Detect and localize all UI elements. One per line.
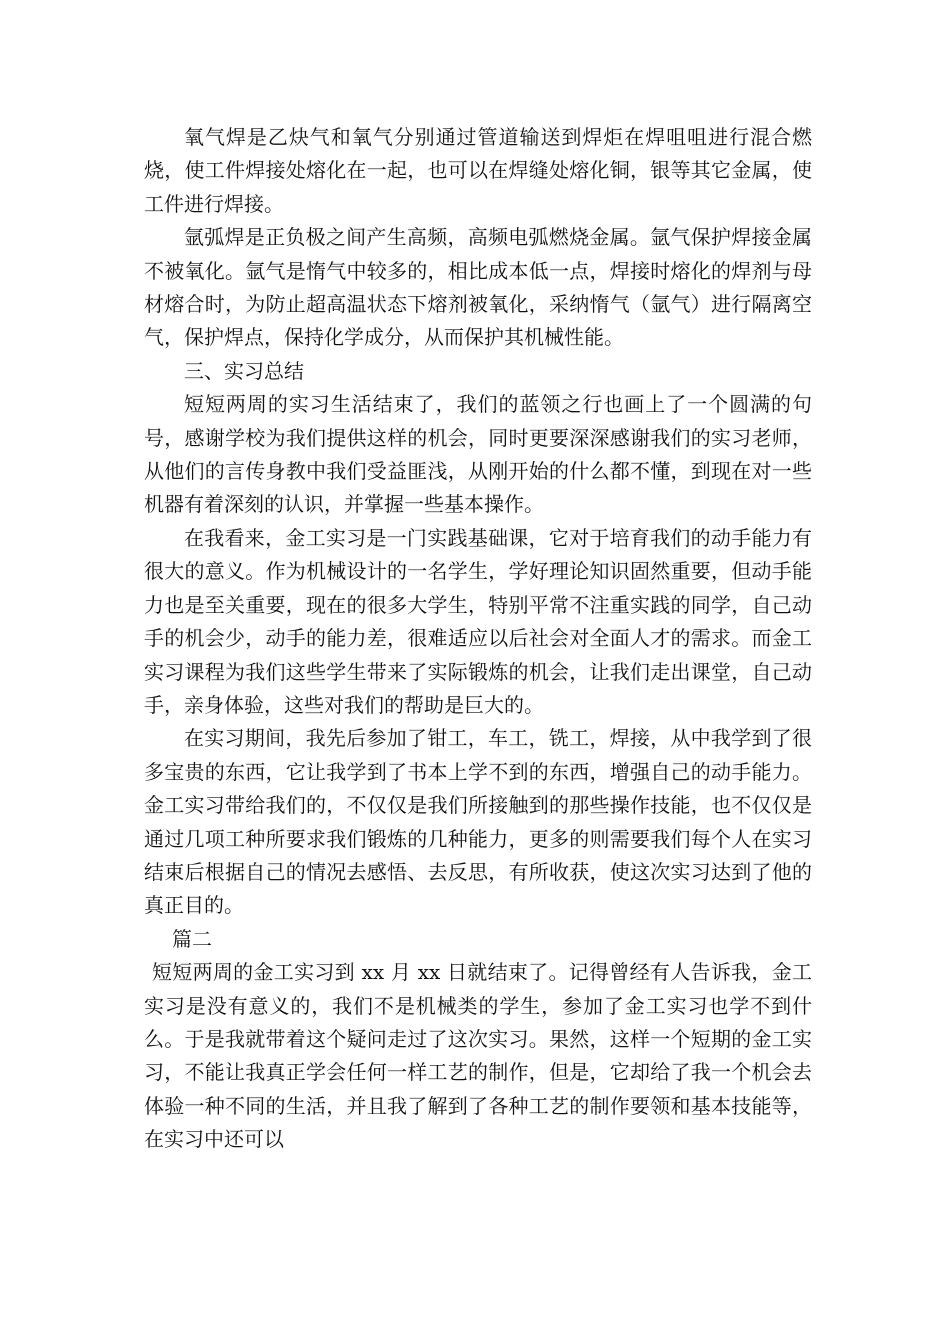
paragraph-part-two-intro: 短短两周的金工实习到 xx 月 xx 日就结束了。记得曾经有人告诉我，金工实习是没有意义的，我们不是机械类的学生，参加了金工实习也学不到什么。于是我就带着这个疑问走过了这次实习。果然，这样一个短期的金工实习，不能让我真正学会任何一样工艺的制作，但是，它却给了我一个机会去体验一种不同的生活，并且我了解到了各种工艺的制作要领和基本技能等，在实习中还可以 [144, 960, 812, 1152]
document-body [144, 121, 812, 1157]
paragraph-practice-significance: 在我看来，金工实习是一门实践基础课，它对于培育我们的动手能力有很大的意义。作为机械设计的一名学生，学好理论知识固然重要，但动手能力也是至关重要，现在的很多大学生，特别平常不注重实践的同学，自己动手的机会少，动手的能力差，很难适应以后社会对全面人才的需求。而金工实习课程为我们这些学生带来了实际锻炼的机会，让我们走出课堂，自己动手，亲身体验，这些对我们的帮助是巨大的。 [144, 525, 812, 717]
paragraph-summary-intro: 短短两周的实习生活结束了，我们的蓝领之行也画上了一个圆满的句号，感谢学校为我们提供这样的机会，同时更要深深感谢我们的实习老师，从他们的言传身教中我们受益匪浅，从刚开始的什么都不懂，到现在对一些机器有着深刻的认识，并掌握一些基本操作。 [144, 392, 812, 517]
paragraph-internship-experience: 在实习期间，我先后参加了钳工，车工，铣工，焊接，从中我学到了很多宝贵的东西，它让我学到了书本上学不到的东西，增强自己的动手能力。金工实习带给我们的，不仅仅是我们所接触到的那些操作技能，也不仅仅是通过几项工种所要求我们锻炼的几种能力，更多的则需要我们每个人在实习结束后根据自己的情况去感悟、去反思，有所收获，使这次实习达到了他的真正目的。 [144, 726, 812, 918]
paragraph-oxygen-welding: 氧气焊是乙炔气和氧气分别通过管道输送到焊炬在焊咀咀进行混合燃烧，使工件焊接处熔化在一起，也可以在焊缝处熔化铜，银等其它金属，使工件进行焊接。 [144, 125, 812, 216]
paragraph-argon-arc-welding: 氩弧焊是正负极之间产生高频，高频电弧燃烧金属。氩气保护焊接金属不被氧化。氩气是惰气中较多的，相比成本低一点，焊接时熔化的焊剂与母材熔合时，为防止超高温状态下熔剂被氧化，采纳惰气（氩气）进行隔离空气，保护焊点，保持化学成分，从而保护其机械性能。 [144, 225, 812, 350]
section-label-part-two: 篇二 [172, 926, 212, 951]
section-heading-summary: 三、实习总结 [184, 358, 304, 383]
